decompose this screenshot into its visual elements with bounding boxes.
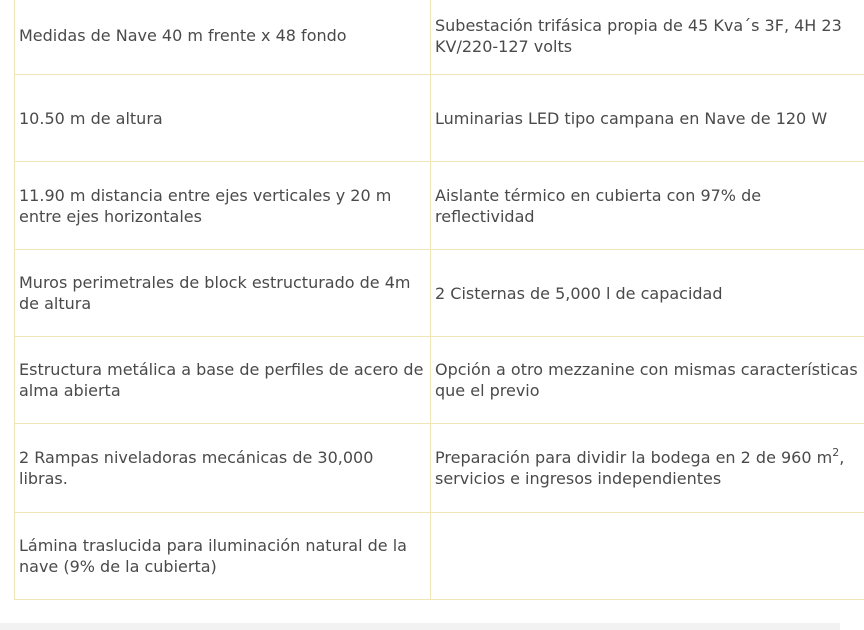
spec-cell: Opción a otro mezzanine con mismas características que el previo [431,337,864,424]
table-row [15,0,864,75]
spec-cell [431,424,864,513]
spec-cell: 2 Cisternas de 5,000 l de capacidad [431,250,864,337]
table-row [15,250,864,337]
superscript: 2 [832,445,840,459]
spec-cell: Aislante térmico en cubierta con 97% de reflectividad [431,162,864,250]
spec-text: Preparación para dividir la bodega en 2 de 960 m [435,448,833,467]
spec-cell: Estructura metálica a base de perfiles de acero de alma abierta [15,337,431,424]
specifications-table [14,0,864,600]
spec-cell: 11.90 m distancia entre ejes verticales y 20 m entre ejes horizontales [15,162,431,250]
spec-cell: Muros perimetrales de block estructurado de 4m de altura [15,250,431,337]
spec-cell: Subestación trifásica propia de 45 Kva´s 3F, 4H 23 KV/220-127 volts [431,0,864,75]
spec-text: , servicios e ingresos independientes [435,448,845,488]
spec-cell: Luminarias LED tipo campana en Nave de 120 W [431,75,864,162]
table-row [15,513,864,600]
spec-cell: 2 Rampas niveladoras mecánicas de 30,000 libras. [15,424,431,513]
table-row [15,337,864,424]
page-bottom-bar [0,623,840,630]
spec-cell: Lámina traslucida para iluminación natural de la nave (9% de la cubierta) [15,513,431,600]
spec-cell: Medidas de Nave 40 m frente x 48 fondo [15,0,431,75]
table-row [15,424,864,513]
spec-cell: 10.50 m de altura [15,75,431,162]
table-row [15,75,864,162]
table-row [15,162,864,250]
spec-cell-empty [431,513,864,600]
